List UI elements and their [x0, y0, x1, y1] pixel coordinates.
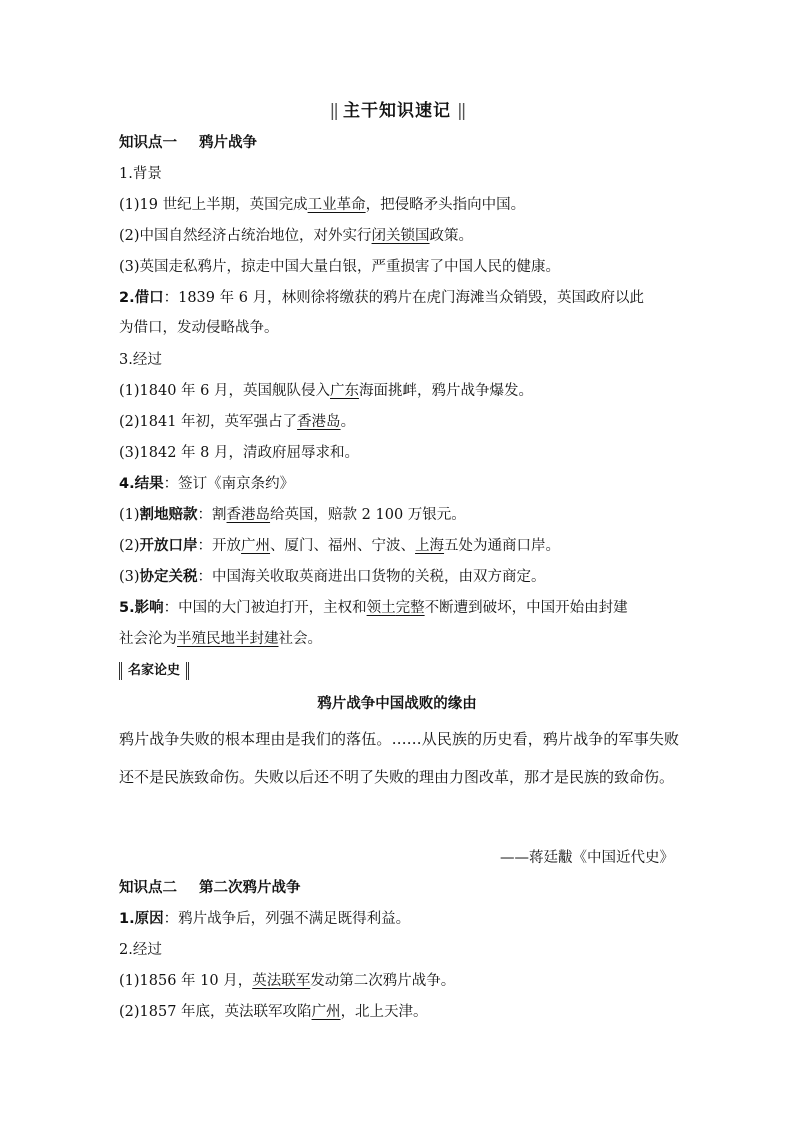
- kp2-process-title: 2.经过: [119, 942, 162, 958]
- kp1-excuse-line2: 为借口，发动侵略战争。: [119, 320, 279, 336]
- left-bars-icon: ||: [329, 101, 337, 121]
- kp1-result: 4.结果：签订《南京条约》: [119, 476, 295, 492]
- quote-attribution: ——蒋廷黻《中国近代史》: [500, 850, 674, 866]
- kp1-excuse-line1: 2.借口：1839 年 6 月，林则徐将缴获的鸦片在虎门海滩当众销毁，英国政府以此: [119, 290, 645, 306]
- kp1-process-1: (1)1840 年 6 月，英国舰队侵入广东海面挑衅，鸦片战争爆发。: [119, 383, 533, 399]
- kp1-heading: 知识点一 鸦片战争: [119, 135, 257, 151]
- kp1-bg-item-1: (1)19 世纪上半期，英国完成工业革命，把侵略矛头指向中国。: [119, 197, 526, 213]
- section-title: [0, 96, 794, 121]
- right-bars-icon: ||: [457, 101, 465, 121]
- kp1-result-2: (2)开放口岸：开放广州、厦门、福州、宁波、上海五处为通商口岸。: [119, 538, 561, 554]
- quote-title: 鸦片战争中国战败的缘由: [317, 696, 477, 712]
- kp1-impact-line1: 5.影响：中国的大门被迫打开，主权和领土完整不断遭到破坏，中国开始由封建: [119, 600, 628, 616]
- kp1-bg-item-2: (2)中国自然经济占统治地位，对外实行闭关锁国政策。: [119, 228, 474, 244]
- kp1-process-title: 3.经过: [119, 352, 162, 368]
- quote-text: 鸦片战争失败的根本理由是我们的落伍。……从民族的历史看，鸦片战争的军事失败还不是民族致命伤。失败以后还不明了失败的理由力图改革，那才是民族的致命伤。: [119, 730, 679, 786]
- kp1-impact-line2: 社会沦为半殖民地半封建社会。: [119, 631, 322, 647]
- kp2-process-1: (1)1856 年 10 月，英法联军发动第二次鸦片战争。: [119, 973, 456, 989]
- kp1-bg-item-3: (3)英国走私鸦片，掠走中国大量白银，严重损害了中国人民的健康。: [119, 259, 561, 275]
- kp1-result-1: (1)割地赔款：割香港岛给英国，赔款 2 100 万银元。: [119, 507, 466, 523]
- kp2-heading: 知识点二 第二次鸦片战争: [119, 880, 301, 896]
- kp1-background-title: 1.背景: [119, 166, 162, 182]
- section-title-text: 主干知识速记: [343, 101, 451, 121]
- kp1-result-3: (3)协定关税：中国海关收取英商进出口货物的关税，由双方商定。: [119, 569, 546, 585]
- famous-scholar-tag: 名家论史: [119, 662, 189, 680]
- kp2-process-2: (2)1857 年底，英法联军攻陷广州，北上天津。: [119, 1004, 428, 1020]
- kp1-process-2: (2)1841 年初，英军强占了香港岛。: [119, 414, 356, 430]
- kp2-cause: 1.原因：鸦片战争后，列强不满足既得利益。: [119, 911, 411, 927]
- kp1-process-3: (3)1842 年 8 月，清政府屈辱求和。: [119, 445, 359, 461]
